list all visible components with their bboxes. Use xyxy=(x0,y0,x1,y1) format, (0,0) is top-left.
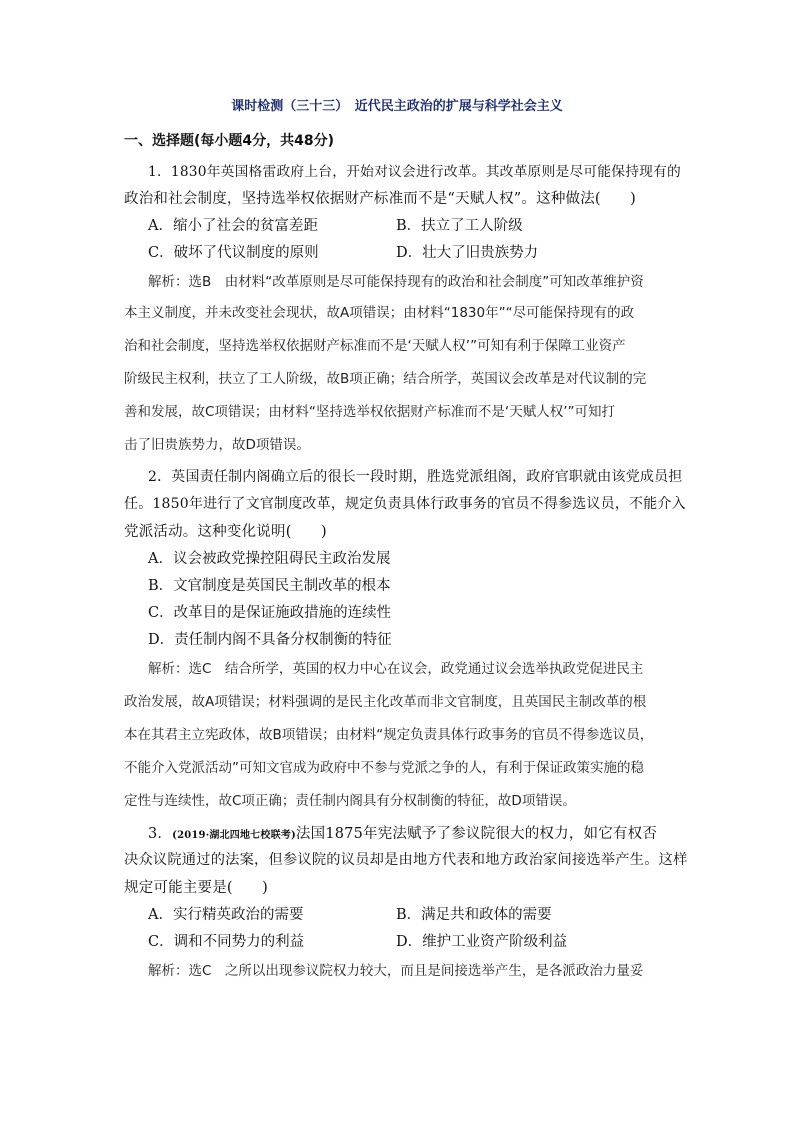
q3-option-b: B．满足共和政体的需要 xyxy=(396,907,552,923)
q2-option-d: D．责任制内阁不具备分权制衡的特征 xyxy=(148,632,392,648)
q2-analysis-line-3: 本在其君主立宪政体，故B项错误；由材料“规定负责具体行政事务的官员不得参选议员， xyxy=(124,727,654,743)
q1-option-b: B．扶立了工人阶级 xyxy=(396,218,523,234)
q3-stem-line-2: 决众议院通过的法案，但参议院的议员却是由地方代表和地方政治家间接选举产生。这样 xyxy=(124,852,688,868)
q2-stem-line-1: 2．英国责任制内阁确立后的很长一段时期，胜选党派组阁，政府官职就由该党成员担 xyxy=(148,469,683,485)
q1-stem-line-1: 1．1830年英国格雷政府上台，开始对议会进行改革。其改革原则是尽可能保持现有的 xyxy=(148,164,681,180)
q2-stem-line-2: 任。1850年进行了文官制度改革，规定负责具体行政事务的官员不得参选议员，不能介入 xyxy=(124,496,686,512)
q1-option-a: A．缩小了社会的贫富差距 xyxy=(148,218,318,234)
page-title: 课时检测（三十三） 近代民主政治的扩展与科学社会主义 xyxy=(231,99,563,114)
q2-analysis-line-5: 定性与连续性，故C项正确；责任制内阁具有分权制衡的特征，故D项错误。 xyxy=(124,793,576,809)
q2-analysis-line-4: 不能介入党派活动”可知文官成为政府中不参与党派之争的人，有利于保证政策实施的稳 xyxy=(124,760,644,776)
q1-analysis-line-1: 解析：选B 由材料“改革原则是尽可能保持现有的政治和社会制度”可知改革维护资 xyxy=(148,274,644,290)
q2-option-c: C．改革目的是保证施政措施的连续性 xyxy=(148,605,392,621)
q3-number: 3． xyxy=(148,826,173,842)
q3-source: (2019·湖北四地七校联考) xyxy=(172,830,296,841)
q1-analysis-line-5: 善和发展，故C项错误；由材料“坚持选举权依据财产标准而不是‘天赋人权’”可知打 xyxy=(124,404,615,420)
q1-option-d: D．壮大了旧贵族势力 xyxy=(396,245,539,261)
q2-analysis-line-1: 解析：选C 结合所学，英国的权力中心在议会，政党通过议会选举执政党促进民主 xyxy=(148,661,644,677)
section-heading: 一、选择题(每小题4分，共48分) xyxy=(124,133,335,149)
q2-option-a: A．议会被政党操控阻碍民主政治发展 xyxy=(148,551,391,567)
q2-option-b: B．文官制度是英国民主制改革的根本 xyxy=(148,578,391,594)
q2-analysis-line-2: 政治发展，故A项错误；材料强调的是民主化改革而非文官制度，且英国民主制改革的根 xyxy=(124,694,647,710)
q1-option-c: C．破坏了代议制度的原则 xyxy=(148,245,319,261)
q3-analysis-line-1: 解析：选C 之所以出现参议院权力较大，而且是间接选举产生，是各派政治力量妥 xyxy=(148,963,644,979)
q3-stem-line-1 xyxy=(148,822,657,843)
q1-analysis-line-6: 击了旧贵族势力，故D项错误。 xyxy=(124,437,310,453)
q1-stem-line-2: 政治和社会制度，坚持选举权依据财产标准而不是“天赋人权”。这种做法( ) xyxy=(124,191,637,207)
q1-analysis-line-2: 本主义制度，并未改变社会现状，故A项错误；由材料“1830年”“尽可能保持现有的政 xyxy=(124,305,635,321)
q3-option-d: D．维护工业资产阶级利益 xyxy=(396,934,568,950)
q3-option-a: A．实行精英政治的需要 xyxy=(148,907,304,923)
q3-stem-line-3: 规定可能主要是( ) xyxy=(124,880,269,896)
q3-stem-text: 法国1875年宪法赋予了参议院很大的权力，如它有权否 xyxy=(295,826,658,842)
q1-analysis-line-3: 治和社会制度，坚持选举权依据财产标准而不是‘天赋人权’”可知有利于保障工业资产 xyxy=(124,338,626,354)
q2-stem-line-3: 党派活动。这种变化说明( ) xyxy=(124,524,327,540)
q1-analysis-line-4: 阶级民主权利，扶立了工人阶级，故B项正确；结合所学，英国议会改革是对代议制的完 xyxy=(124,371,647,387)
q3-option-c: C．调和不同势力的利益 xyxy=(148,934,305,950)
